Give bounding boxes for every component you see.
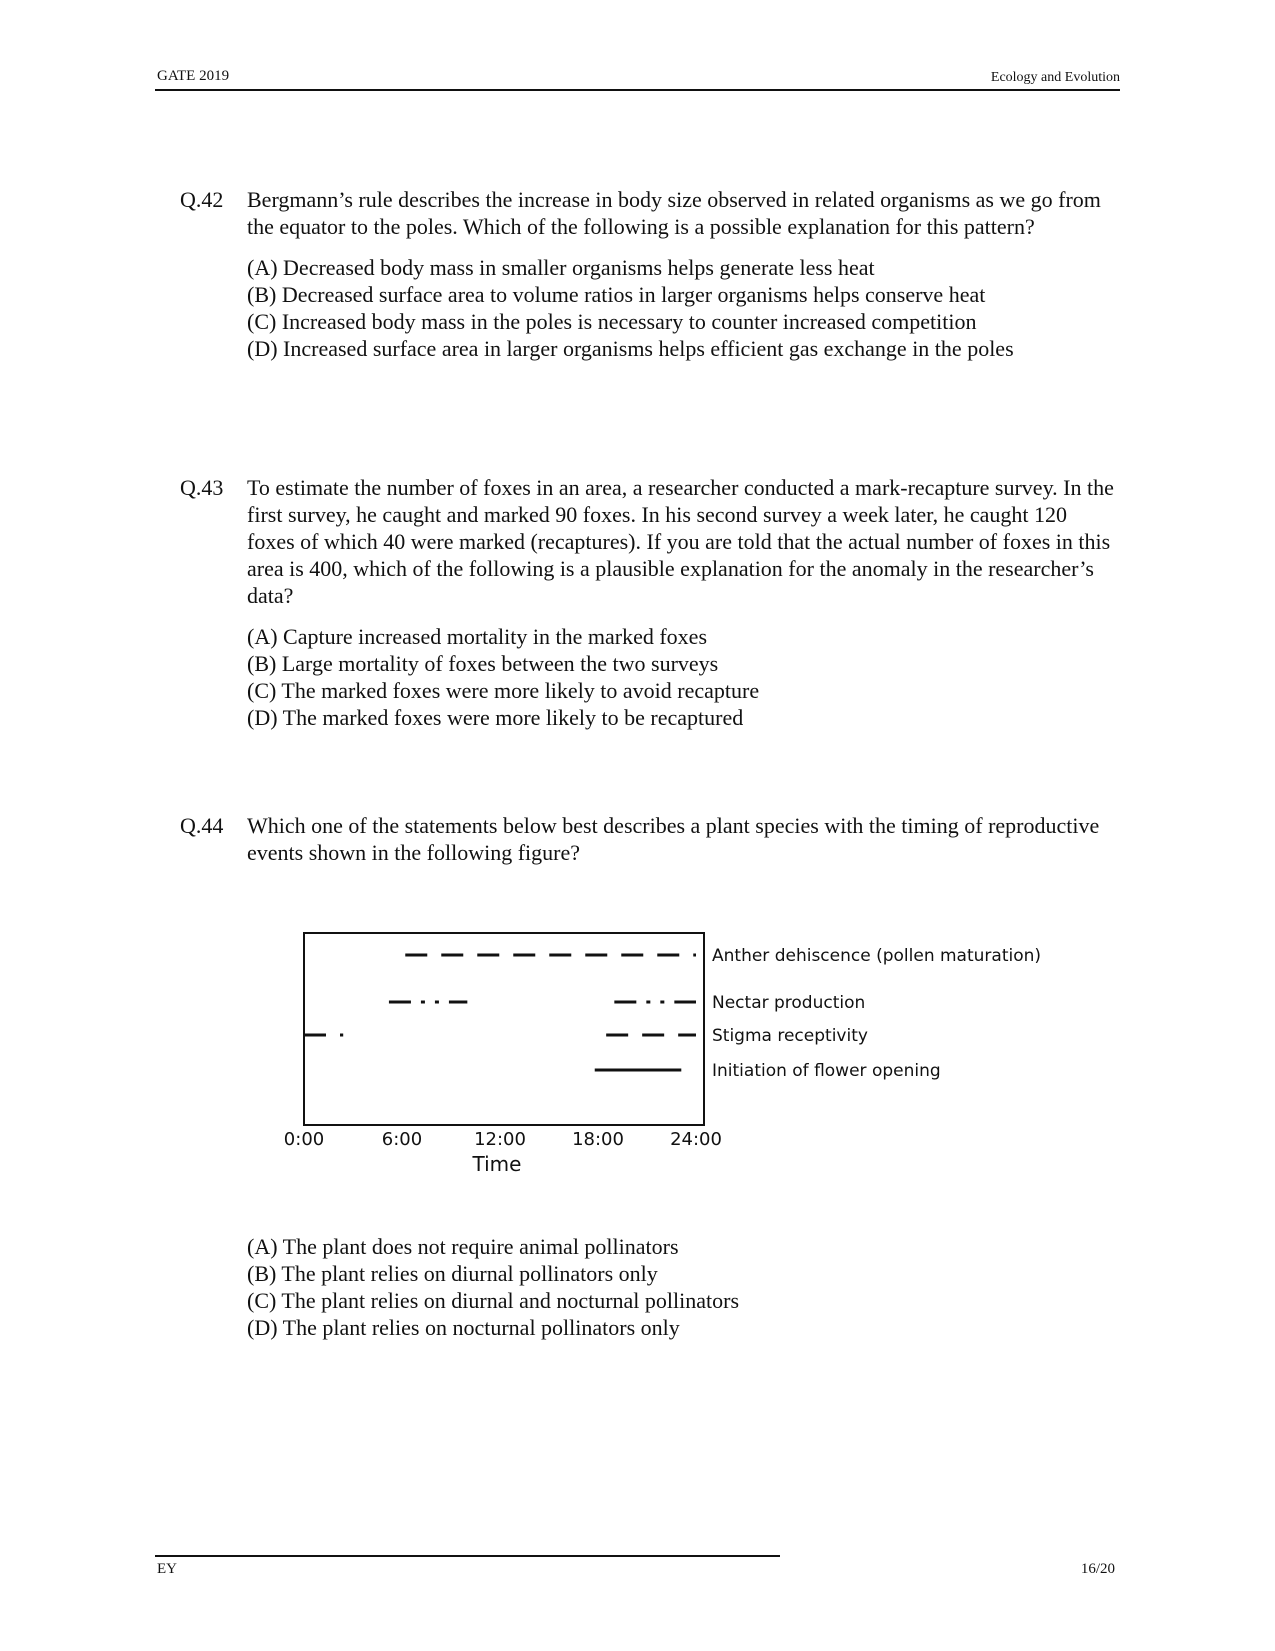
option-d: (D) Increased surface area in larger organisms helps efficient gas exchange in the poles	[247, 336, 1014, 361]
question-number: Q.42	[180, 187, 224, 212]
x-tick-label: 24:00	[670, 1129, 722, 1150]
footer-paper-code: EY	[157, 1561, 177, 1577]
series-stigma-receptivity	[304, 1026, 868, 1046]
reproductive-timing-figure	[283, 918, 1090, 1178]
option-b: (B) The plant relies on diurnal pollinators only	[247, 1261, 658, 1286]
option-a: (A) The plant does not require animal pollinators	[247, 1234, 679, 1259]
x-tick-label: 18:00	[572, 1129, 624, 1150]
option-c: (C) Increased body mass in the poles is necessary to counter increased competition	[247, 309, 977, 334]
x-axis-label: Time	[472, 1152, 522, 1176]
series-label: Nectar production	[712, 993, 866, 1013]
series-label: Initiation of flower opening	[712, 1061, 941, 1081]
footer-page-number: 16/20	[1080, 1561, 1115, 1577]
x-tick-label: 0:00	[283, 1129, 325, 1150]
question-43	[180, 474, 1120, 731]
header-subject: Ecology and Evolution	[990, 70, 1120, 85]
question-number: Q.43	[180, 475, 224, 500]
option-d: (D) The plant relies on nocturnal pollinators only	[247, 1315, 680, 1340]
series-initiation-of-flower-opening	[595, 1061, 941, 1081]
series-anther-dehiscence-pollen-maturation	[405, 946, 1041, 966]
option-c: (C) The plant relies on diurnal and nocturnal pollinators	[247, 1288, 740, 1313]
option-b: (B) Decreased surface area to volume ratios in larger organisms helps conserve heat	[247, 282, 986, 307]
option-list	[247, 623, 1120, 731]
question-text: Bergmann’s rule describes the increase in body size observed in related organisms as we go from the equator to the poles. Which of the following is a possible explanation for this pattern?	[247, 187, 1101, 239]
question-42	[180, 186, 1120, 362]
x-tick-label: 12:00	[474, 1129, 526, 1150]
question-text: Which one of the statements below best describes a plant species with the timing of reproductive events shown in the following figure?	[247, 813, 1100, 865]
header-divider	[155, 89, 1120, 91]
option-c: (C) The marked foxes were more likely to avoid recapture	[247, 678, 760, 703]
plot-frame	[304, 933, 704, 1125]
option-b: (B) Large mortality of foxes between the two surveys	[247, 651, 719, 676]
x-tick-label: 6:00	[381, 1129, 423, 1150]
option-a: (A) Capture increased mortality in the marked foxes	[247, 624, 708, 649]
header-exam-title: GATE 2019	[157, 68, 230, 84]
series-nectar-production	[389, 993, 865, 1013]
option-list	[247, 254, 1120, 362]
option-d: (D) The marked foxes were more likely to be recaptured	[247, 705, 744, 730]
option-a: (A) Decreased body mass in smaller organisms helps generate less heat	[247, 255, 875, 280]
question-44	[180, 812, 1120, 866]
series-label: Stigma receptivity	[712, 1026, 868, 1046]
question-number: Q.44	[180, 813, 224, 838]
series-label: Anther dehiscence (pollen maturation)	[712, 946, 1042, 966]
question-text: To estimate the number of foxes in an area, a researcher conducted a mark-recapture survey. In the first survey, he caught and marked 90 foxes. In his second survey a week later, he caught 120 foxes of which 40 were marked (recaptures). If you are told that the actual number of foxes in this area is 400, which of the following is a plausible explanation for the anomaly in the researcher’s data?	[247, 475, 1114, 608]
footer-divider	[155, 1555, 780, 1557]
question-44-options	[247, 1233, 739, 1341]
